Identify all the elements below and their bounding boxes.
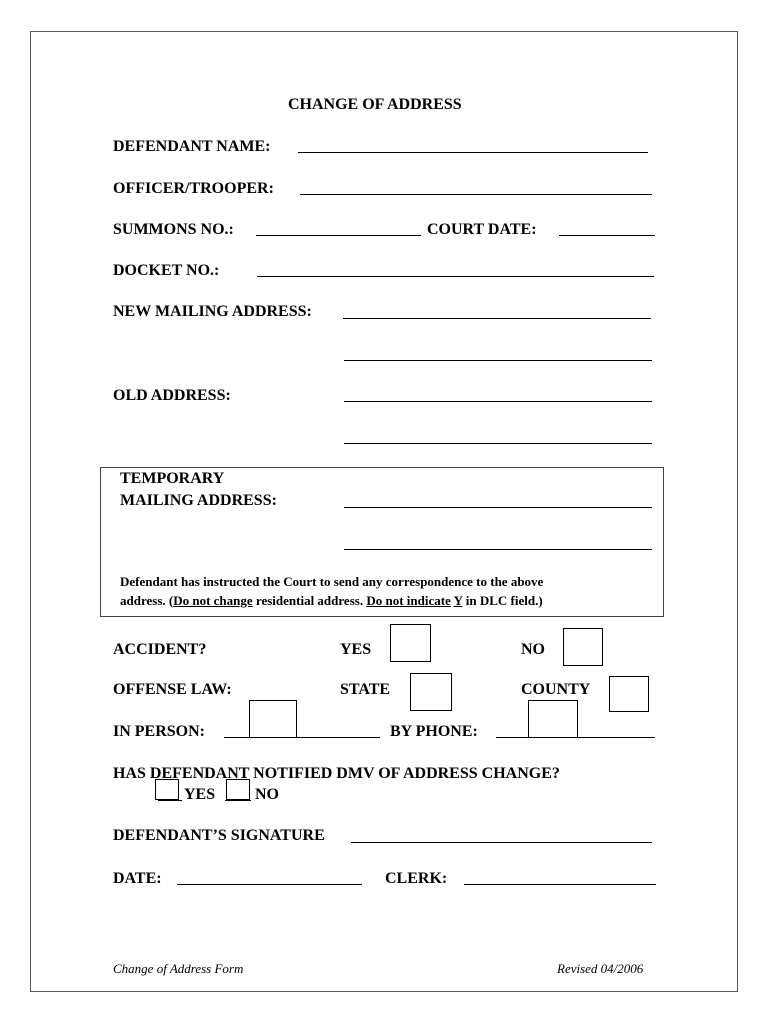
state-label: STATE <box>340 681 391 698</box>
dmv-yes-checkbox[interactable] <box>155 779 179 800</box>
accident-no-checkbox[interactable] <box>563 628 603 666</box>
dmv-no-underline <box>225 800 251 801</box>
in-person-field[interactable] <box>224 737 380 738</box>
old-address-field-1[interactable] <box>344 401 652 402</box>
defendant-name-field[interactable] <box>298 152 648 153</box>
note-do-not-indicate: Do not indicate <box>366 593 451 608</box>
note-mid: residential address. <box>252 593 367 608</box>
clerk-field[interactable] <box>464 884 656 885</box>
summons-no-field[interactable] <box>256 235 421 236</box>
in-person-label: IN PERSON: <box>113 723 206 740</box>
offense-law-label: OFFENSE LAW: <box>113 681 232 698</box>
county-label: COUNTY <box>521 681 591 698</box>
footer-form-name: Change of Address Form <box>113 961 244 976</box>
docket-no-field[interactable] <box>257 276 654 277</box>
note-y: Y <box>453 593 463 608</box>
dmv-no-checkbox[interactable] <box>226 779 250 800</box>
accident-yes-checkbox[interactable] <box>390 624 431 662</box>
temporary-address-field-2[interactable] <box>344 549 652 550</box>
signature-label: DEFENDANT’S SIGNATURE <box>113 827 325 844</box>
in-person-checkbox[interactable] <box>249 700 297 738</box>
officer-trooper-field[interactable] <box>300 194 652 195</box>
new-mailing-address-label: NEW MAILING ADDRESS: <box>113 303 312 320</box>
new-mailing-address-field-1[interactable] <box>343 318 651 319</box>
old-address-field-2[interactable] <box>344 443 652 444</box>
dmv-yes-label: YES <box>184 786 216 803</box>
note-do-not-change: Do not change <box>173 593 253 608</box>
defendant-name-label: DEFENDANT NAME: <box>113 138 271 155</box>
note-end: in DLC field.) <box>462 593 543 608</box>
by-phone-label: BY PHONE: <box>390 723 478 740</box>
temporary-note-line1: Defendant has instructed the Court to send any correspondence to the above <box>120 574 544 589</box>
summons-no-label: SUMMONS NO.: <box>113 221 234 238</box>
dmv-yes-underline <box>158 800 182 801</box>
old-address-label: OLD ADDRESS: <box>113 387 231 404</box>
note-prefix: address. ( <box>120 593 174 608</box>
form-title: CHANGE OF ADDRESS <box>288 96 462 113</box>
court-date-label: COURT DATE: <box>427 221 537 238</box>
officer-trooper-label: OFFICER/TROOPER: <box>113 180 274 197</box>
temporary-label-line2: MAILING ADDRESS: <box>120 492 277 509</box>
date-label: DATE: <box>113 870 162 887</box>
temporary-address-field-1[interactable] <box>344 507 652 508</box>
accident-no-label: NO <box>521 641 545 658</box>
dmv-question: HAS DEFENDANT NOTIFIED DMV OF ADDRESS CHANGE? <box>113 765 560 782</box>
state-checkbox[interactable] <box>410 673 452 711</box>
accident-label: ACCIDENT? <box>113 641 207 658</box>
temporary-note-line2 <box>120 594 543 607</box>
accident-yes-label: YES <box>340 641 372 658</box>
temporary-label-line1: TEMPORARY <box>120 470 225 487</box>
docket-no-label: DOCKET NO.: <box>113 262 220 279</box>
new-mailing-address-field-2[interactable] <box>344 360 652 361</box>
signature-field[interactable] <box>351 842 652 843</box>
clerk-label: CLERK: <box>385 870 448 887</box>
county-checkbox[interactable] <box>609 676 649 712</box>
by-phone-checkbox[interactable] <box>528 700 578 738</box>
court-date-field[interactable] <box>559 235 655 236</box>
footer-revision: Revised 04/2006 <box>557 961 644 976</box>
date-field[interactable] <box>177 884 362 885</box>
dmv-no-label: NO <box>255 786 279 803</box>
